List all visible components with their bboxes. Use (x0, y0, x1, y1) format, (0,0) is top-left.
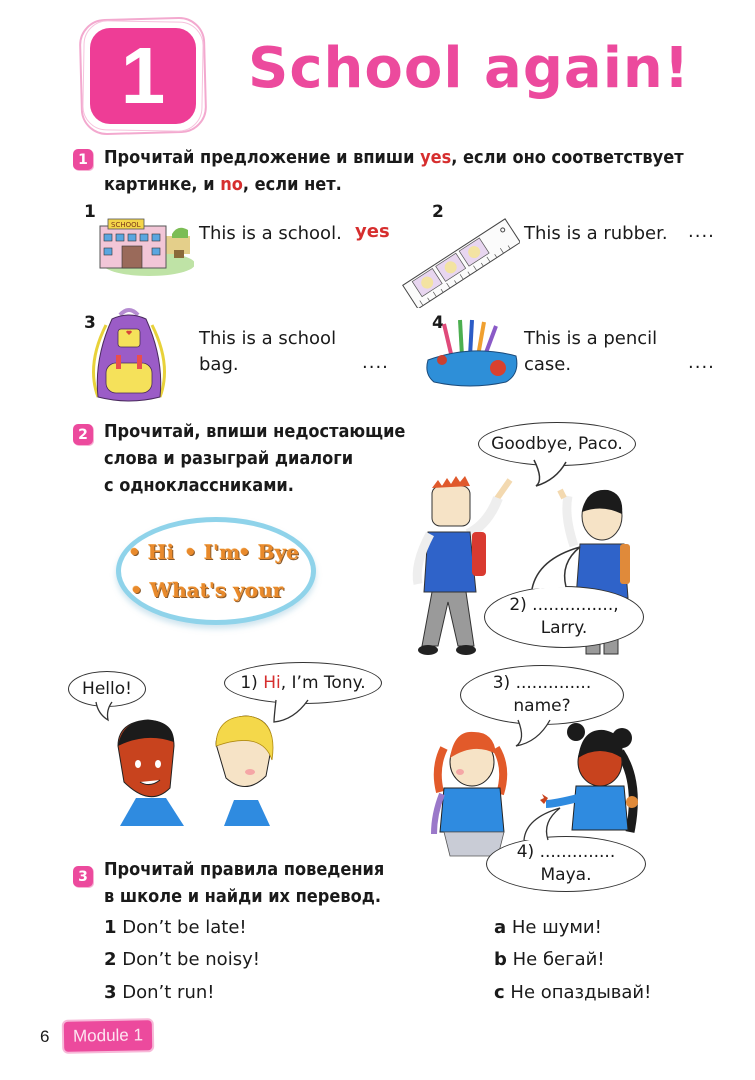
rule-2: 2 Don’t be noisy! (104, 949, 260, 970)
module-tag: Module 1 (62, 1018, 155, 1054)
speech-bubble-3: 3) .............. name? (460, 665, 624, 725)
item-4-number: 4 (432, 313, 444, 333)
speech-bubble-hello: Hello! (68, 671, 146, 707)
speech-bubble-2: 2) ..............., Larry. (484, 586, 644, 648)
girl-redhead-illustration (430, 728, 514, 858)
translation-b: b Не бегай! (494, 949, 605, 970)
school-bag-picture (84, 305, 174, 405)
item-1-number: 1 (84, 202, 96, 222)
unit-number: 1 (90, 28, 196, 124)
rule-1: 1 Don’t be late! (104, 917, 247, 938)
svg-text:SCHOOL: SCHOOL (111, 221, 141, 229)
translation-a: a Не шуми! (494, 917, 602, 938)
word-bank-whats-your: • What's your (130, 578, 284, 602)
speech-bubble-goodbye: Goodbye, Paco. (478, 422, 636, 466)
item-3-number: 3 (84, 313, 96, 333)
exercise-1-number: 1 (73, 149, 93, 170)
page-number: 6 (40, 1027, 50, 1046)
bubble-tail (520, 806, 564, 842)
keyword-no: no (220, 174, 243, 195)
ruler-picture (402, 208, 520, 308)
item-3-answer-blank[interactable]: .... (362, 352, 389, 373)
translation-c: c Не опаздывай! (494, 982, 652, 1003)
unit-number-badge (80, 18, 206, 134)
speech-bubble-1: 1) Hi, I’m Tony. (224, 662, 382, 704)
item-4-sentence: This is a pencil case. (524, 328, 658, 375)
item-4-answer-blank[interactable]: .... (688, 352, 715, 373)
page-title: School again! (248, 36, 691, 101)
item-2-sentence: This is a rubber. (524, 223, 668, 244)
item-2-answer-blank[interactable]: .... (688, 221, 715, 242)
bubble-3-blank[interactable]: 3) .............. (492, 673, 592, 693)
exercise-3-number: 3 (73, 866, 93, 887)
word-bank-bye: • Bye (238, 540, 299, 564)
bubble-1-answer[interactable]: Hi (263, 672, 281, 693)
word-bank-hi: • Hi (128, 540, 175, 564)
bubble-tail (530, 458, 570, 488)
word-bank-im: • I'm (184, 540, 241, 564)
school-building-picture (94, 214, 194, 276)
speech-bubble-4: 4) .............. Maya. (486, 836, 646, 892)
item-1-sentence: This is a school. (199, 223, 342, 244)
item-1-answer[interactable]: yes (355, 221, 390, 242)
rule-3: 3 Don’t run! (104, 982, 215, 1003)
word-bank-cloud (116, 517, 316, 625)
exercise-2-number: 2 (73, 424, 93, 445)
bubble-2-blank[interactable]: 2) ..............., (509, 595, 619, 615)
item-2-number: 2 (432, 202, 444, 222)
boy-tony-illustration (210, 712, 280, 826)
exercise-2-instruction: Прочитай, впиши недостающие слова и разыграй диалоги с одноклассниками. (104, 421, 406, 496)
boy-hello-illustration (110, 716, 200, 826)
pencil-case-picture (422, 318, 522, 388)
bubble-4-blank[interactable]: 4) .............. (516, 842, 616, 862)
bubble-tail (526, 545, 586, 591)
exercise-1-instruction: Прочитай предложение и впиши yes, если оно соответствует картинке, и no, если нет. (104, 147, 684, 195)
exercise-3-instruction: Прочитай правила поведения в школе и найди их перевод. (104, 859, 385, 907)
item-3-sentence: This is a school bag. (199, 328, 337, 375)
keyword-yes: yes (420, 147, 452, 168)
